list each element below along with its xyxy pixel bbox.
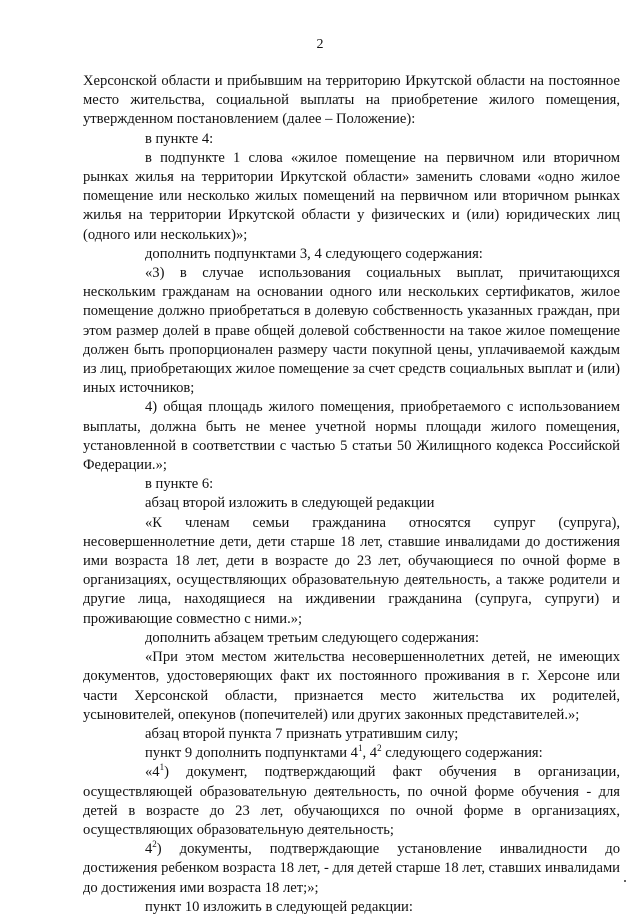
paragraph-continuation: Херсонской области и прибывшим на территорию Иркутской области на постоянное место жительства, социальной выплаты на приобретение жилого помещения, утвержденном постановлением (далее – Положение): bbox=[83, 73, 620, 128]
superscript: 1 bbox=[357, 743, 363, 754]
superscript: 1 bbox=[159, 762, 165, 773]
paragraph-text: следующего содержания: bbox=[381, 745, 543, 762]
paragraph: абзац второй пункта 7 признать утратившим силу; bbox=[145, 725, 459, 742]
paragraph: в подпункте 1 слова «жилое помещение на первичном или вторичном рынках жилья на территории Иркутской области» заменить словами «одно жилое помещение или несколько жилых помещений на первичном или вторичном рынках жилья на территории Иркутской области у физических и (или) юридических лиц (одного или нескольких)»; bbox=[83, 149, 620, 243]
paragraph bbox=[83, 840, 620, 898]
paragraph-text: ) документ, подтверждающий факт обучения в организации, осуществляющей образовательную деятельность, по очной форме обучения - для детей в возрасте до 23 лет, обучающихся по очной форме в организациях, осуществляющих образовательную деятельность; bbox=[83, 764, 620, 838]
document-body bbox=[83, 72, 620, 917]
paragraph bbox=[83, 744, 620, 763]
superscript: 2 bbox=[152, 839, 157, 850]
paragraph-text: 4 bbox=[145, 841, 153, 858]
paragraph: в пункте 4: bbox=[145, 130, 214, 147]
paragraph: «3) в случае использования социальных выплат, причитающихся нескольким гражданам на основании одного или нескольких сертификатов, жилое помещение должно приобретаться в долевую собственность указанных граждан, при этом размер долей в праве общей долевой собственности на такое жилое помещение должен быть пропорционален размеру части покупной цены, уплачиваемой каждым из лиц, приобретающих жилое помещение за счет средств социальных выплат и (или) иных источников; bbox=[83, 265, 620, 397]
scan-speck bbox=[624, 880, 626, 882]
paragraph-text: ) документы, подтверждающие установление инвалидности до достижения ребенком возраста 18 лет, - для детей старше 18 лет, ставших инвалидами до достижения ими возраста 18 лет;»; bbox=[83, 841, 620, 896]
paragraph: дополнить подпунктами 3, 4 следующего содержания: bbox=[145, 245, 483, 262]
page-number: 2 bbox=[316, 37, 324, 52]
paragraph bbox=[83, 763, 620, 840]
superscript: 2 bbox=[377, 743, 382, 754]
paragraph: «При этом местом жительства несовершеннолетних детей, не имеющих документов, удостоверяющих факт их постоянного проживания в г. Херсоне или части Херсонской области, признается место жительства их родителей, усыновителей, опекунов (попечителей) или других законных представителей.»; bbox=[83, 649, 620, 723]
paragraph: 4) общая площадь жилого помещения, приобретаемого с использованием выплаты, должна быть не менее учетной нормы площади жилого помещения, установленной в соответствии с частью 5 статьи 50 Жилищного кодекса Российской Федерации.»; bbox=[83, 399, 620, 474]
paragraph-text: , 4 bbox=[362, 745, 378, 762]
paragraph-text: пункт 9 дополнить подпунктами 4 bbox=[145, 745, 358, 762]
paragraph: «К членам семьи гражданина относятся супруг (супруга), несовершеннолетние дети, дети старше 18 лет, ставшие инвалидами до достижения ими возраста 18 лет, дети в возрасте до 23 лет, обучающиеся по очной форме в организациях, осуществляющих образовательную деятельность, а также родители и другие лица, находящиеся на иждивении гражданина (супруга, супруги) и проживающие совместно с ними.»; bbox=[83, 514, 620, 627]
paragraph: пункт 10 изложить в следующей редакции: bbox=[145, 898, 413, 915]
paragraph: дополнить абзацем третьим следующего содержания: bbox=[145, 629, 480, 646]
paragraph-text: «4 bbox=[145, 764, 160, 781]
paragraph: в пункте 6: bbox=[145, 476, 214, 493]
paragraph: абзац второй изложить в следующей редакции bbox=[145, 495, 435, 512]
